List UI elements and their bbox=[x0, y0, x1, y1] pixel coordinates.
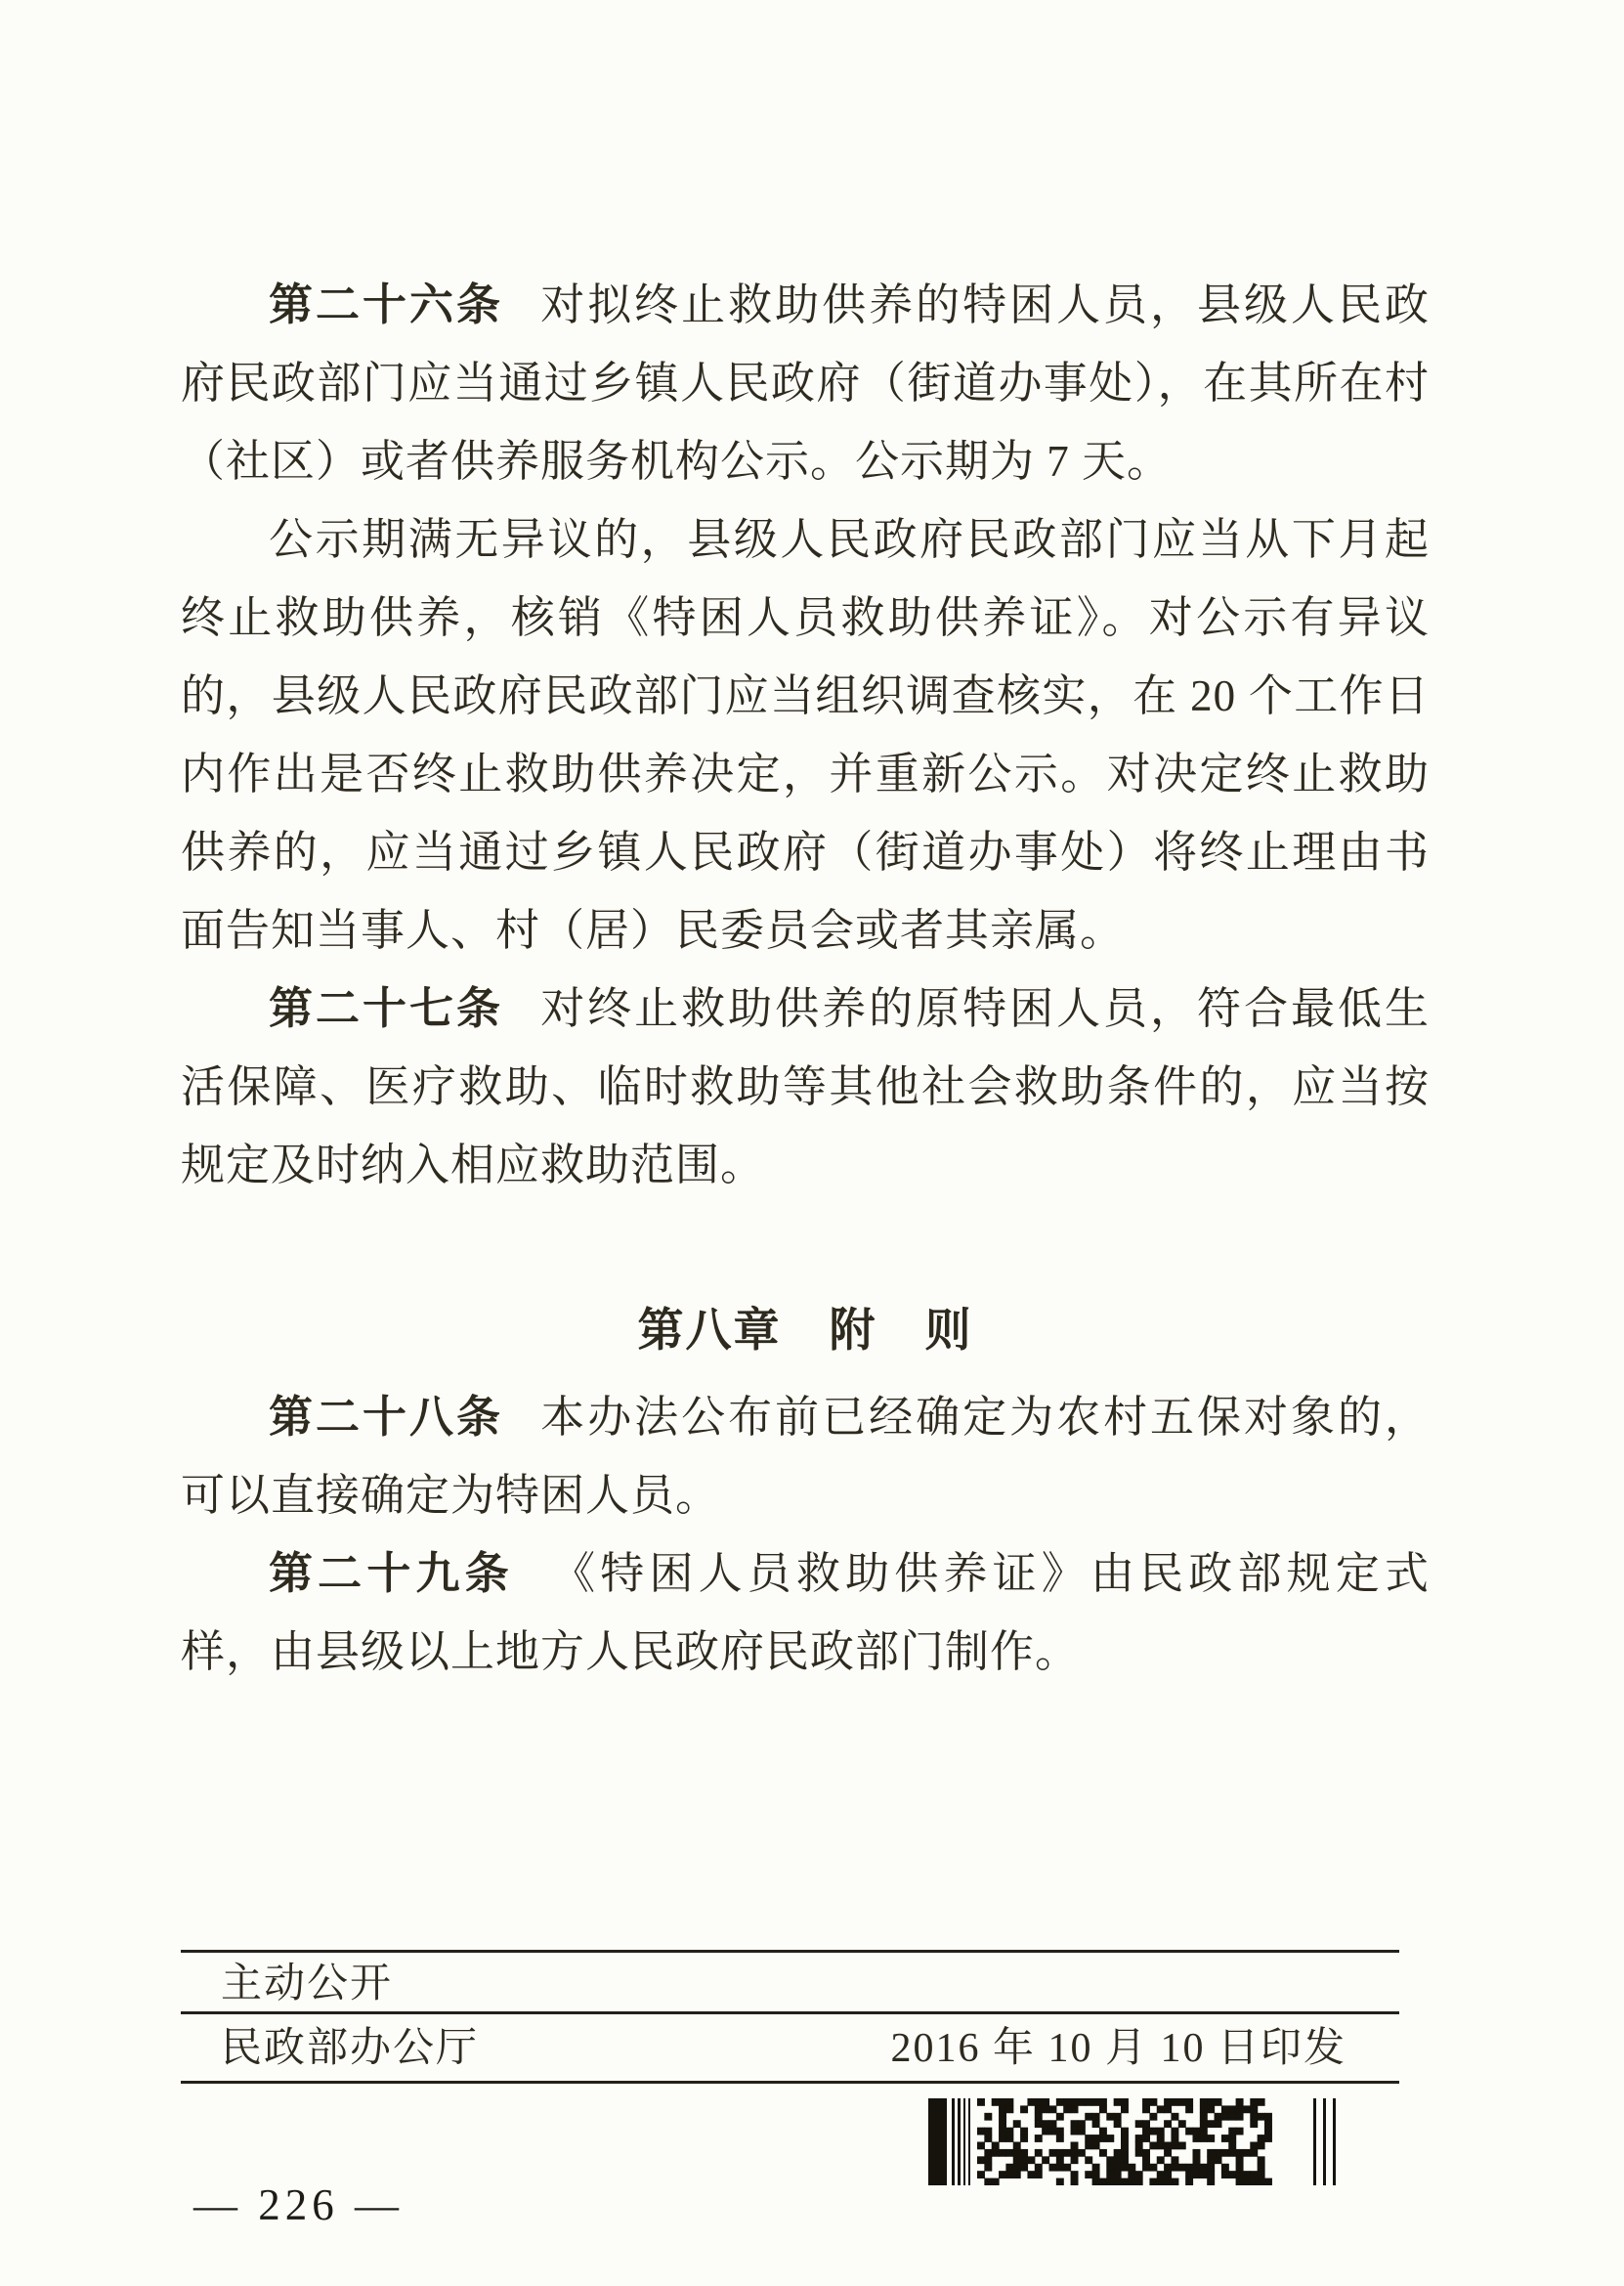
article-26-paragraph bbox=[181, 266, 1430, 500]
issue-date-label: 2016 年 10 月 10 日印发 bbox=[890, 2026, 1346, 2071]
article-29-text: 《特困人员救助供养证》由民政部规定式样，由县级以上地方人民政府民政部门制作。 bbox=[181, 1549, 1430, 1676]
article-28-label: 第二十八条 bbox=[269, 1393, 503, 1442]
article-29-label: 第二十九条 bbox=[269, 1549, 514, 1598]
chapter-heading: 第八章 附 则 bbox=[637, 1306, 973, 1357]
article-27-label: 第二十七条 bbox=[269, 984, 503, 1033]
article-26-continuation-paragraph bbox=[181, 500, 1430, 970]
footer-rule-middle bbox=[181, 2011, 1399, 2014]
article-26-text: 对拟终止救助供养的特困人员，县级人民政府民政部门应当通过乡镇人民政府（街道办事处），在其所在村（社区）或者供养服务机构公示。公示期为 7 天。 bbox=[181, 280, 1430, 486]
issuing-office-label: 民政部办公厅 bbox=[221, 2026, 480, 2071]
barcode-2d-icon bbox=[928, 2098, 1344, 2185]
article-28-text: 本办法公布前已经确定为农村五保对象的，可以直接确定为特困人员。 bbox=[181, 1393, 1430, 1520]
article-27-text: 对终止救助供养的原特困人员，符合最低生活保障、医疗救助、临时救助等其他社会救助条件的，应当按规定及时纳入相应救助范围。 bbox=[181, 984, 1430, 1189]
footer-rule-bottom bbox=[181, 2081, 1399, 2084]
footer-rule-top bbox=[181, 1950, 1399, 1953]
article-26-continuation-text: 公示期满无异议的，县级人民政府民政部门应当从下月起终止救助供养，核销《特困人员救助供养证》。对公示有异议的，县级人民政府民政部门应当组织调查核实，在 20 个工作日内作出是否终止救助供养决定，并重新公示。对决定终止救助供养的，应当通过乡镇人民政府（街道办事处）将终止理由书面告知当事人、村（居）民委员会或者其亲属。 bbox=[181, 515, 1430, 955]
article-27-paragraph bbox=[181, 970, 1430, 1204]
document-body bbox=[181, 266, 1430, 1691]
disclosure-label: 主动公开 bbox=[221, 1962, 394, 2006]
article-26-label: 第二十六条 bbox=[269, 280, 503, 329]
article-29-paragraph bbox=[181, 1534, 1430, 1691]
page-number: — 226 — bbox=[193, 2180, 404, 2229]
article-28-paragraph bbox=[181, 1378, 1430, 1534]
